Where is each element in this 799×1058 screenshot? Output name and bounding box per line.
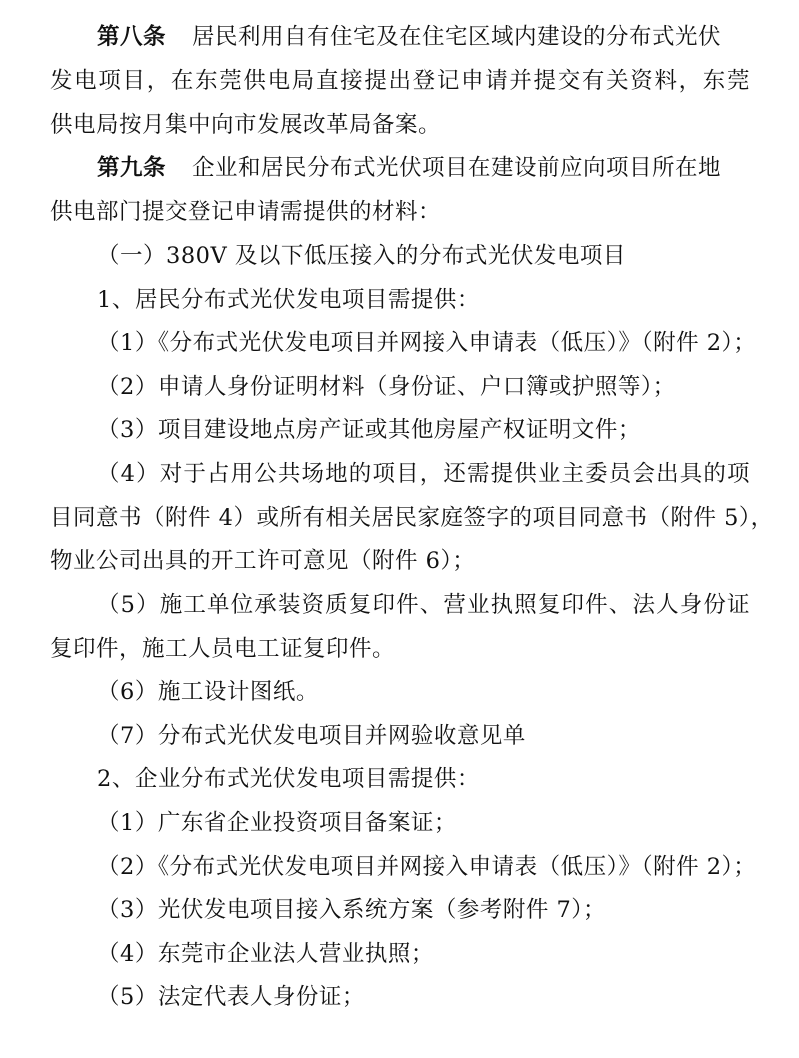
residential-item4-line1: （4）对于占用公共场地的项目，还需提供业主委员会出具的项	[97, 461, 750, 487]
enterprise-item5: （5）法定代表人身份证；	[97, 984, 365, 1010]
section1-heading: （一）380V 及以下低压接入的分布式光伏发电项目	[97, 243, 626, 269]
article8-line3: 供电局按月集中向市发展改革局备案。	[50, 112, 442, 138]
residential-item5-line2: 复印件，施工人员电工证复印件。	[50, 636, 396, 662]
enterprise-item3: （3）光伏发电项目接入系统方案（参考附件 7）；	[97, 897, 607, 923]
enterprise-item2: （2）《分布式光伏发电项目并网接入申请表（低压）》（附件 2）；	[97, 854, 757, 880]
article9-text: 企业和居民分布式光伏项目在建设前应向项目所在地	[192, 155, 722, 181]
residential-item4-line2: 目同意书（附件 4）或所有相关居民家庭签字的项目同意书（附件 5），	[50, 505, 774, 531]
residential-item7: （7）分布式光伏发电项目并网验收意见单	[97, 723, 526, 749]
enterprise-heading: 2、企业分布式光伏发电项目需提供：	[97, 766, 480, 792]
article8-number: 第八条	[97, 24, 167, 50]
residential-item2: （2）申请人身份证明材料（身份证、户口簿或护照等）；	[97, 374, 676, 400]
enterprise-item4: （4）东莞市企业法人营业执照；	[97, 941, 434, 967]
residential-item1: （1）《分布式光伏发电项目并网接入申请表（低压）》（附件 2）；	[97, 330, 757, 356]
article8-text: 居民利用自有住宅及在住宅区域内建设的分布式光伏	[192, 24, 722, 50]
residential-item4-line3: 物业公司出具的开工许可意见（附件 6）；	[50, 548, 476, 574]
article8-line2: 发电项目，在东莞供电局直接提出登记申请并提交有关资料，东莞	[50, 68, 750, 94]
enterprise-item1: （1）广东省企业投资项目备案证；	[97, 810, 457, 836]
residential-item6: （6）施工设计图纸。	[97, 679, 319, 705]
article9-line2: 供电部门提交登记申请需提供的材料：	[50, 199, 442, 225]
article9-number: 第九条	[97, 155, 167, 181]
article9-line1	[97, 153, 750, 183]
residential-heading: 1、居民分布式光伏发电项目需提供：	[97, 287, 480, 313]
article8-line1	[97, 22, 750, 52]
residential-item3: （3）项目建设地点房产证或其他房屋产权证明文件；	[97, 417, 641, 443]
residential-item5-line1: （5）施工单位承装资质复印件、营业执照复印件、法人身份证	[97, 592, 750, 618]
